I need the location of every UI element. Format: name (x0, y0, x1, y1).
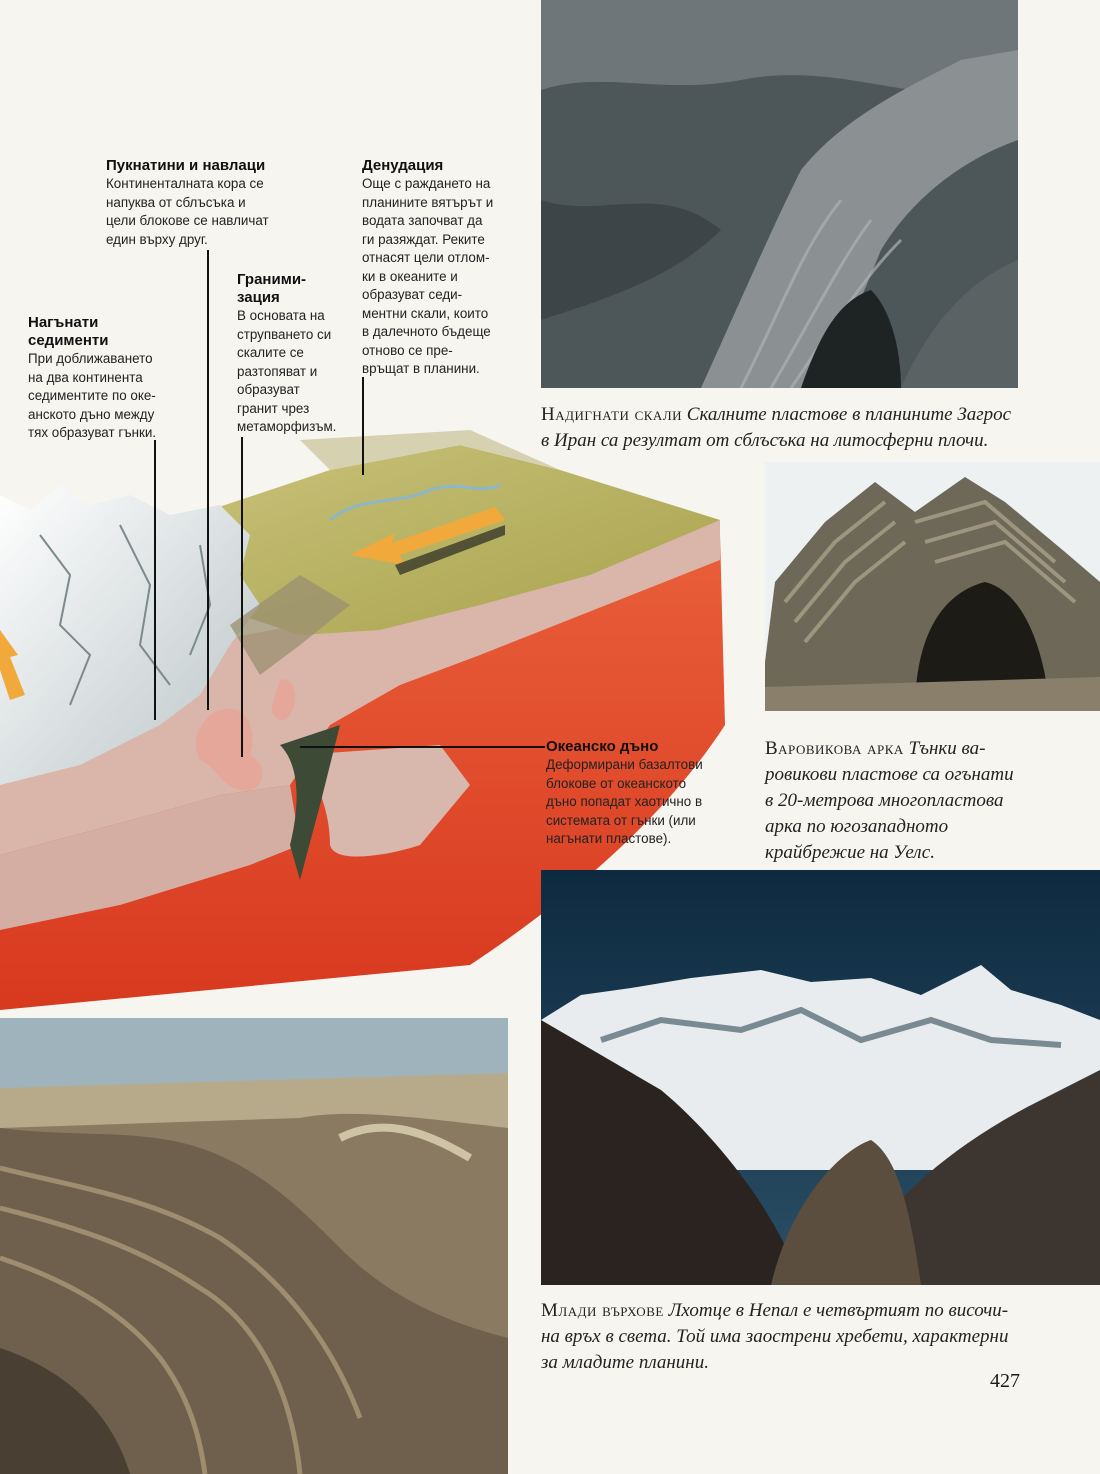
leader-line-fractures (207, 250, 209, 710)
photo-zagros-mountains (541, 0, 1018, 388)
photo-lhotse (541, 870, 1100, 1285)
caption-zagros (541, 402, 1041, 454)
annotation-text: Още с раждането на планините вятърът и водата започват да ги разяждат. Реките отнасят цели отлом- ки в океаните и образуват седи- ментни скали, които в далечното бъдеще отново се пре- връщат в планини. (362, 176, 494, 376)
annotation-title: Денудация (362, 157, 444, 174)
annotation-text: При доближаването на два континента седиментите по оке- анското дъно между тях образуват гънки. (28, 351, 157, 440)
caption-title: Надигнати скали (541, 404, 683, 425)
caption-text: Тънки ва- (908, 738, 986, 759)
annotation-sediments (28, 314, 188, 443)
leader-line-granitization (241, 437, 243, 757)
annotation-title: Нагънати седименти (28, 314, 109, 349)
annotation-fractures (106, 157, 326, 249)
annotation-granitization (237, 271, 357, 437)
annotation-text: Деформирани базалтови блокове от океанското дъно попадат хаотично в системата от гънки (или нагънати пластове). (546, 757, 703, 846)
caption-lhotse: Млади върхове Лхотце в Непал е четвъртият по височи- на връх в света. Той има заострени хребети, характерни за младите планини. (541, 1300, 1009, 1373)
annotation-title: Океанско дъно (546, 738, 659, 755)
caption-text: в Иран са резултат от сблъсъка на литосферни плочи. (541, 430, 989, 451)
annotation-ocean-floor (546, 738, 746, 849)
caption-text: Лхотце в Непал е четвъртият по височи- (668, 1300, 1009, 1321)
annotation-denudation (362, 157, 522, 379)
caption-title: Млади върхове (541, 1300, 664, 1321)
leader-line-ocean-floor (300, 746, 545, 748)
annotation-text: Континенталната кора се напуква от сблъсъка и цели блокове се навличат един върху друг. (106, 176, 269, 247)
annotation-text: В основата на струпването си скалите се разтопяват и образуват гранит чрез метаморфизъм. (237, 308, 337, 434)
photo-folded-ridges (0, 1018, 508, 1474)
annotation-title: Пукнатини и навлаци (106, 157, 266, 174)
caption-title: Варовикова арка (765, 738, 904, 759)
photo-limestone-arch (765, 462, 1100, 711)
caption-limestone-arch: Варовикова арка Тънки ва- ровикови пластове са огънати в 20-метрова многопластова арка по югозападното крайбрежие на Уелс. (765, 738, 1014, 863)
caption-text: Скалните пластове в планините Загрос (686, 404, 1012, 425)
annotation-title: Граними- зация (237, 271, 307, 306)
leader-line-denudation (362, 377, 364, 475)
leader-line-sediments (154, 440, 156, 720)
page-number: 427 (990, 1370, 1020, 1392)
